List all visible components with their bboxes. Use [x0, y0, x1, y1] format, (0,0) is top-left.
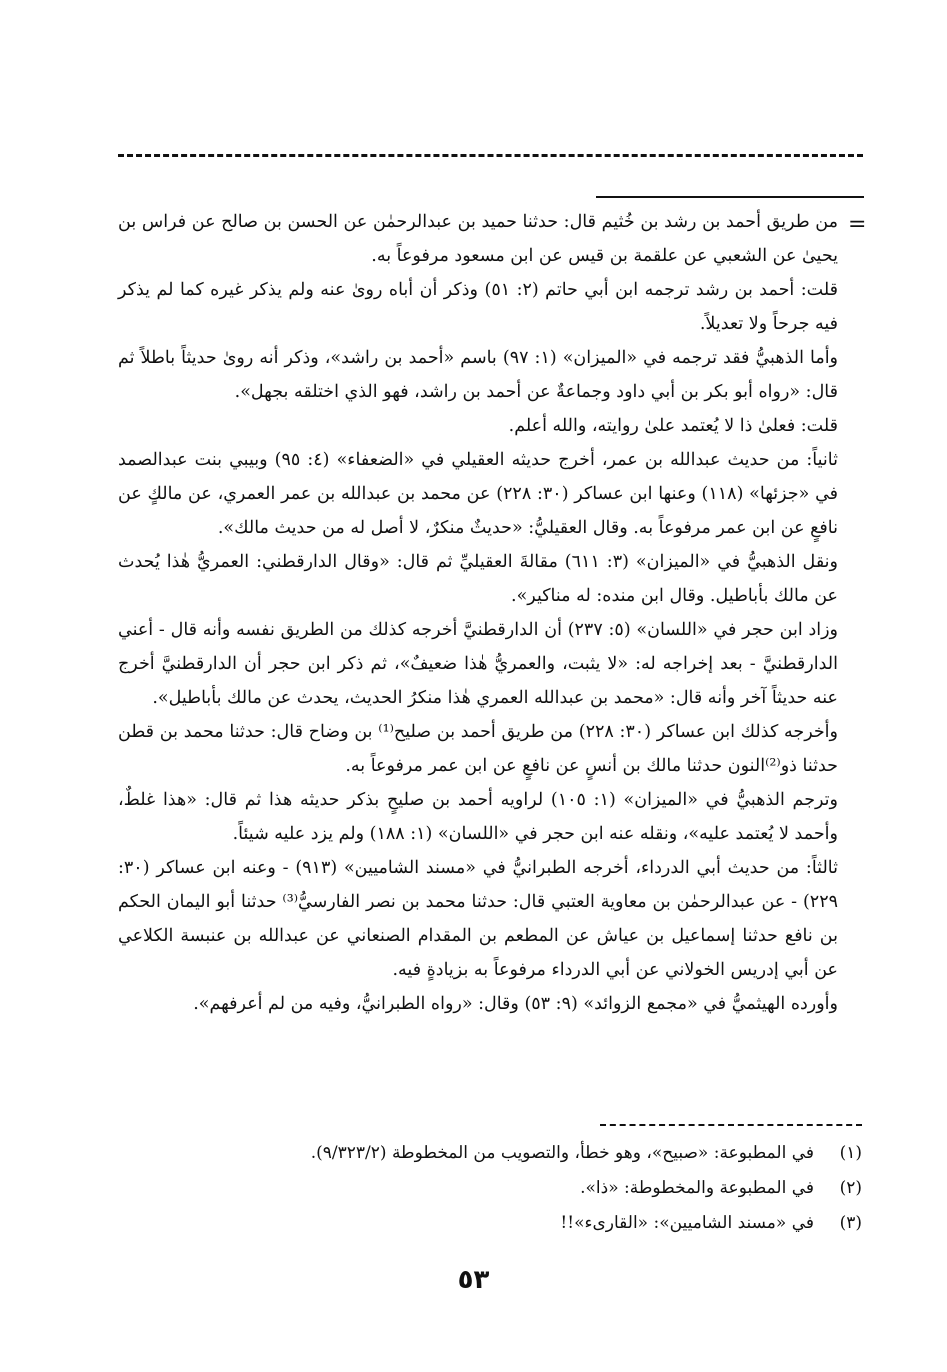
continuation-mark: =	[848, 212, 867, 237]
footnote-number: (١)	[839, 1143, 862, 1163]
paragraph: قلت: أحمد بن رشد ترجمه ابن أبي حاتم (٢: ٥١) وذكر أن أباه روىٰ عنه ولم يذكر غيره كما لم يذكر فيه جرحاً ولا تعديلاً.	[118, 280, 838, 334]
footnote-number: (٣)	[839, 1213, 862, 1233]
header-dashed-rule	[118, 154, 863, 157]
footnote-text: في «مسند الشاميين»: «القارىء»!!	[560, 1213, 814, 1233]
paragraph: وأخرجه كذلك ابن عساكر (٣٠: ٢٢٨) من طريق أحمد بن صليح⁽¹⁾ بن وضاح قال: حدثنا محمد بن قطن حدثنا ذو⁽²⁾النون حدثنا مالك بن أنسٍ عن نافعٍ عن ابن عمر مرفوعاً به.	[118, 722, 838, 776]
continuation-rule	[596, 196, 864, 198]
footnote-item	[118, 1206, 862, 1240]
paragraph: من طريق أحمد بن رشد بن خُثيم قال: حدثنا حميد بن عبدالرحمٰن عن الحسن بن صالح عن فراس بن يحيىٰ عن الشعبي عن علقمة بن قيس عن ابن مسعود مرفوعاً به.	[118, 212, 838, 266]
footnote-text: في المطبوعة: «صبيح»، وهو خطأ، والتصويب من المخطوطة (٩/٣٢٣/٢).	[310, 1143, 814, 1163]
footnote-dashed-rule	[600, 1124, 862, 1126]
main-text	[118, 205, 838, 1021]
footnote-item	[118, 1171, 862, 1205]
footnotes	[118, 1136, 862, 1241]
paragraph: ونقل الذهبيُّ في «الميزان» (٣: ٦١١) مقالةَ العقيليِّ ثم قال: «وقال الدارقطني: العمريُّ هٰذا يُحدث عن مالك بأباطيل. وقال ابن منده: له مناكير».	[118, 552, 838, 606]
footnote-item	[118, 1136, 862, 1170]
page-number: ٥٣	[457, 1265, 490, 1295]
paragraph: وأورده الهيثميُّ في «مجمع الزوائد» (٩: ٥٣) وقال: «رواه الطبرانيُّ، وفيه من لم أعرفهم».	[193, 994, 838, 1014]
footnote-number: (٢)	[839, 1178, 862, 1198]
paragraph: قلت: فعلىٰ ذا لا يُعتمد علىٰ روايته، والله أعلم.	[508, 416, 838, 436]
footnote-text: في المطبوعة والمخطوطة: «ذا».	[580, 1178, 814, 1198]
paragraph: ثالثاً: من حديث أبي الدرداء، أخرجه الطبرانيُّ في «مسند الشاميين» (٩١٣) - وعنه ابن عساكر (٣٠: ٢٢٩) - عن عبدالرحمٰن بن معاوية العتبي قال: حدثنا محمد بن نصر الفارسيُّ⁽³⁾ حدثنا أبو اليمان الحكم بن نافع حدثنا إسماعيل بن عياش عن المطعم بن المقدام الصنعاني عن عبدالله بن عنبسة الكلاعي عن أبي إدريس الخولاني عن أبي الدرداء مرفوعاً به بزيادةٍ فيه.	[118, 858, 838, 980]
paragraph: وأما الذهبيُّ فقد ترجمه في «الميزان» (١: ٩٧) باسم «أحمد بن راشد»، وذكر أنه روىٰ حديثاً باطلاً ثم قال: «رواه أبو بكر بن أبي داود وجماعةٌ عن أحمد بن راشد، فهو الذي اختلقه بجهل».	[118, 348, 839, 402]
paragraph: ثانياً: من حديث عبدالله بن عمر، أخرج حديثه العقيلي في «الضعفاء» (٤: ٩٥) وبيبي بنت عبدالصمد في «جزئها» (١١٨) وعنها ابن عساكر (٣٠: ٢٢٨) عن محمد بن عبدالله بن عمر العمري، عن مالكٍ عن نافعٍ عن ابن عمر مرفوعاً به. وقال العقيليُّ: «حديثٌ منكرٌ، لا أصل له من حديث مالك».	[118, 450, 839, 538]
paragraph: وترجم الذهبيُّ في «الميزان» (١: ١٠٥) لراويه أحمد بن صليحٍ بذكر حديثه هذا ثم قال: «هذا غلطٌ، وأحمد لا يُعتمد عليه»، ونقله عنه ابن حجر في «اللسان» (١: ١٨٨) ولم يزد عليه شيئاً.	[118, 790, 838, 844]
paragraph: وزاد ابن حجر في «اللسان» (٥: ٢٣٧) أن الدارقطنيَّ أخرجه كذلك من الطريق نفسه وأنه قال - أعني الدارقطنيَّ - بعد إخراجه له: «لا يثبت، والعمريُّ هٰذا ضعيفٌ»، ثم ذكر ابن حجر أن الدارقطنيَّ أخرج عنه حديثاً آخر وأنه قال: «محمد بن عبدالله العمري هٰذا منكرُ الحديث، يحدث عن مالك بأباطيل».	[118, 620, 838, 708]
